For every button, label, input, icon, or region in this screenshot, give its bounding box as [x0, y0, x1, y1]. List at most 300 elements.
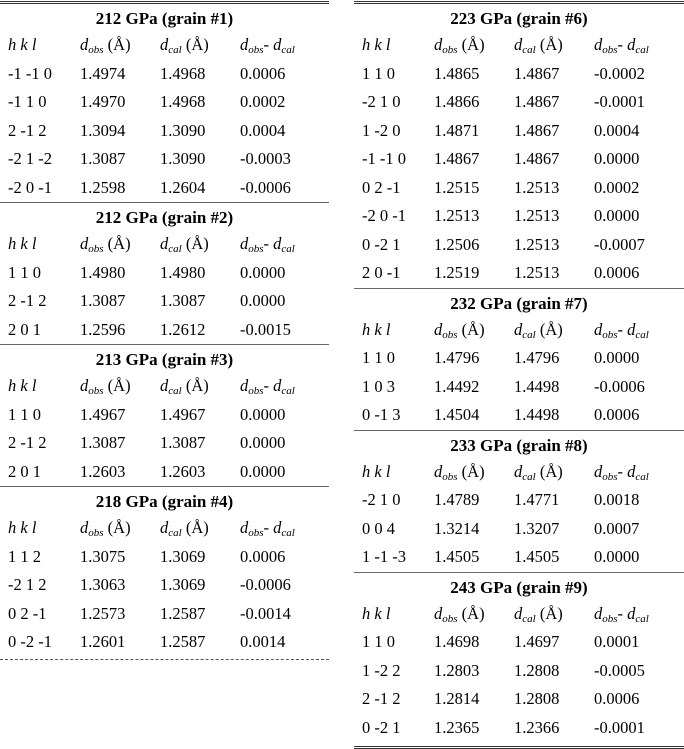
d-cal-cell: 1.4498	[514, 376, 560, 396]
obs-subscript: obs	[248, 527, 264, 540]
column-header-diff	[594, 320, 683, 340]
group-title: 213 GPa (grain #3)	[95, 350, 234, 369]
angstrom-unit: (Å)	[181, 518, 209, 538]
d-diff-cell: 0.0004	[594, 120, 640, 140]
table-row	[354, 685, 684, 714]
d-symbol: d	[160, 35, 169, 55]
column-header-hkl	[0, 518, 80, 538]
table-row	[0, 287, 329, 316]
obs-subscript: obs	[602, 470, 618, 483]
hkl-cell: 1 1 0	[8, 404, 41, 424]
angstrom-unit: (Å)	[457, 603, 485, 623]
d-diff-cell: 0.0006	[594, 263, 640, 283]
column-header-diff	[594, 462, 683, 482]
minus-sign: -	[263, 376, 274, 396]
group-title: 232 GPa (grain #7)	[450, 293, 588, 313]
d-symbol: d	[434, 603, 443, 623]
d-diff-cell: -0.0006	[240, 575, 291, 595]
d-cal-cell: 1.3069	[160, 546, 206, 566]
d-diff-cell: -0.0007	[594, 234, 645, 254]
angstrom-unit: (Å)	[103, 376, 131, 396]
d-obs-cell: 1.4974	[80, 63, 126, 83]
d-obs-cell: 1.4505	[434, 547, 480, 567]
d-symbol: d	[273, 35, 282, 55]
d-cal-cell: 1.2612	[160, 319, 206, 339]
d-cal-cell: 1.2603	[160, 461, 206, 481]
d-diff-cell: 0.0002	[240, 92, 286, 112]
column-header-diff	[240, 234, 329, 254]
d-cal-cell: 1.2587	[160, 632, 206, 652]
d-diff-cell: 0.0000	[240, 461, 286, 481]
obs-subscript: obs	[88, 385, 104, 398]
d-cal-cell: 1.4867	[514, 92, 560, 112]
cal-subscript: cal	[522, 470, 536, 483]
d-cal-cell: 1.4867	[514, 149, 560, 169]
d-symbol: d	[514, 461, 523, 481]
header-row	[0, 230, 329, 259]
obs-subscript: obs	[88, 44, 104, 57]
d-cal-cell: 1.2513	[514, 177, 560, 197]
d-cal-cell: 1.2513	[514, 263, 560, 283]
d-symbol: d	[627, 603, 636, 623]
d-diff-cell: -0.0005	[594, 660, 645, 680]
table-row	[0, 429, 329, 458]
table-row	[0, 259, 329, 288]
d-obs-cell: 1.3075	[80, 546, 126, 566]
d-symbol: d	[627, 35, 636, 55]
hkl-cell: 1 1 0	[362, 632, 395, 652]
hkl-cell: 0 -2 1	[362, 717, 401, 737]
table-row	[354, 88, 684, 117]
table-row	[354, 60, 684, 89]
hkl-cell: -1 -1 0	[362, 149, 406, 169]
hkl-cell: 2 0 1	[8, 319, 41, 339]
minus-sign: -	[263, 234, 274, 254]
d-obs-cell: 1.4866	[434, 92, 480, 112]
table-row	[354, 515, 684, 544]
d-obs-cell: 1.3087	[80, 149, 126, 169]
cal-subscript: cal	[281, 385, 295, 398]
hkl-cell: 2 -1 2	[8, 433, 47, 453]
d-cal-cell: 1.3207	[514, 518, 560, 538]
table-row	[0, 60, 329, 89]
hkl-cell: 0 2 -1	[362, 177, 401, 197]
d-obs-cell: 1.2814	[434, 689, 480, 709]
d-obs-cell: 1.2803	[434, 660, 480, 680]
hkl-label: h k l	[8, 234, 37, 254]
d-diff-cell: 0.0001	[594, 632, 640, 652]
d-obs-cell: 1.4967	[80, 404, 126, 424]
minus-sign: -	[617, 461, 628, 481]
hkl-cell: 0 2 -1	[8, 603, 47, 623]
hkl-label: h k l	[362, 461, 391, 481]
d-symbol: d	[514, 35, 523, 55]
table-row	[0, 145, 329, 174]
hkl-cell: 2 -1 2	[8, 120, 47, 140]
grain-group	[354, 288, 684, 430]
column-header-obs	[80, 376, 160, 396]
grain-group	[354, 4, 684, 288]
d-obs-cell: 1.4789	[434, 490, 480, 510]
header-row	[0, 372, 329, 401]
d-diff-cell: 0.0006	[594, 405, 640, 425]
hkl-label: h k l	[8, 35, 37, 55]
column-header-hkl	[354, 462, 434, 482]
d-diff-cell: 0.0000	[594, 149, 640, 169]
column-header-hkl	[0, 35, 80, 55]
cal-subscript: cal	[635, 470, 649, 483]
column-header-cal	[514, 320, 594, 340]
d-obs-cell: 1.4980	[80, 262, 126, 282]
left-groups	[0, 4, 329, 657]
d-cal-cell: 1.4498	[514, 405, 560, 425]
d-diff-cell: -0.0006	[594, 376, 645, 396]
column-header-obs	[80, 518, 160, 538]
d-symbol: d	[273, 376, 282, 396]
column-header-obs	[434, 462, 514, 482]
d-obs-cell: 1.4871	[434, 120, 480, 140]
group-title: 212 GPa (grain #1)	[95, 9, 234, 28]
d-obs-cell: 1.2601	[80, 632, 126, 652]
hkl-cell: -2 1 2	[8, 575, 47, 595]
d-obs-cell: 1.4865	[434, 63, 480, 83]
obs-subscript: obs	[248, 44, 264, 57]
d-symbol: d	[160, 518, 169, 538]
table-row	[0, 316, 329, 345]
d-symbol: d	[80, 35, 89, 55]
d-cal-cell: 1.4796	[514, 348, 560, 368]
column-header-diff	[594, 35, 683, 55]
cal-subscript: cal	[522, 328, 536, 341]
d-obs-cell: 1.3087	[80, 291, 126, 311]
d-cal-cell: 1.4968	[160, 92, 206, 112]
d-cal-cell: 1.4980	[160, 262, 206, 282]
column-header-diff	[240, 35, 329, 55]
cal-subscript: cal	[168, 527, 182, 540]
column-header-cal	[160, 234, 240, 254]
minus-sign: -	[263, 518, 274, 538]
d-cal-cell: 1.2513	[514, 234, 560, 254]
table-row	[0, 117, 329, 146]
cal-subscript: cal	[281, 527, 295, 540]
d-cal-cell: 1.2808	[514, 689, 560, 709]
obs-subscript: obs	[442, 44, 458, 57]
angstrom-unit: (Å)	[103, 35, 131, 55]
grain-group	[0, 202, 329, 344]
d-symbol: d	[627, 461, 636, 481]
d-cal-cell: 1.3090	[160, 120, 206, 140]
column-header-cal	[160, 35, 240, 55]
right-groups	[354, 4, 684, 742]
d-symbol: d	[594, 461, 603, 481]
header-row	[0, 514, 329, 543]
d-obs-cell: 1.2573	[80, 603, 126, 623]
d-obs-cell: 1.3063	[80, 575, 126, 595]
table-row	[354, 401, 684, 430]
d-symbol: d	[240, 234, 249, 254]
obs-subscript: obs	[602, 328, 618, 341]
d-cal-cell: 1.3087	[160, 291, 206, 311]
column-header-hkl	[0, 376, 80, 396]
group-title: 218 GPa (grain #4)	[95, 492, 234, 511]
table-row	[0, 88, 329, 117]
hkl-cell: 1 1 2	[8, 546, 41, 566]
d-diff-cell: -0.0001	[594, 92, 645, 112]
column-header-obs	[80, 35, 160, 55]
d-symbol: d	[80, 518, 89, 538]
hkl-cell: 2 0 -1	[362, 263, 401, 283]
bottom-rule	[0, 659, 329, 660]
d-diff-cell: 0.0014	[240, 632, 286, 652]
d-obs-cell: 1.4698	[434, 632, 480, 652]
hkl-cell: 0 -2 -1	[8, 632, 52, 652]
d-obs-cell: 1.2603	[80, 461, 126, 481]
group-title: 243 GPa (grain #9)	[450, 577, 588, 597]
table-row	[354, 543, 684, 572]
column-header-obs	[434, 35, 514, 55]
d-symbol: d	[594, 35, 603, 55]
grain-group	[354, 430, 684, 572]
angstrom-unit: (Å)	[181, 234, 209, 254]
d-cal-cell: 1.4867	[514, 120, 560, 140]
d-obs-cell: 1.4492	[434, 376, 480, 396]
d-cal-cell: 1.3087	[160, 433, 206, 453]
d-cal-cell: 1.4867	[514, 63, 560, 83]
d-diff-cell: 0.0000	[594, 348, 640, 368]
d-obs-cell: 1.4867	[434, 149, 480, 169]
column-header-hkl	[354, 604, 434, 624]
d-symbol: d	[160, 376, 169, 396]
d-diff-cell: -0.0014	[240, 603, 291, 623]
column-header-cal	[160, 376, 240, 396]
cal-subscript: cal	[522, 612, 536, 625]
hkl-label: h k l	[8, 518, 37, 538]
hkl-cell: -2 0 -1	[8, 177, 52, 197]
angstrom-unit: (Å)	[535, 603, 563, 623]
d-diff-cell: -0.0002	[594, 63, 645, 83]
cal-subscript: cal	[281, 44, 295, 57]
table-row	[354, 117, 684, 146]
d-symbol: d	[594, 603, 603, 623]
d-obs-cell: 1.2513	[434, 206, 480, 226]
hkl-cell: 1 0 3	[362, 376, 395, 396]
d-obs-cell: 1.2515	[434, 177, 480, 197]
hkl-cell: 1 -2 0	[362, 120, 401, 140]
d-symbol: d	[594, 319, 603, 339]
d-diff-cell: -0.0001	[594, 717, 645, 737]
table-row	[354, 145, 684, 174]
hkl-cell: -2 1 0	[362, 490, 401, 510]
column-header-diff	[240, 518, 329, 538]
d-obs-cell: 1.3214	[434, 518, 480, 538]
header-row	[354, 458, 684, 487]
table-row	[0, 458, 329, 487]
grain-group	[0, 4, 329, 202]
obs-subscript: obs	[248, 243, 264, 256]
column-header-obs	[434, 604, 514, 624]
d-diff-cell: -0.0006	[240, 177, 291, 197]
d-symbol: d	[434, 35, 443, 55]
angstrom-unit: (Å)	[181, 35, 209, 55]
cal-subscript: cal	[635, 612, 649, 625]
cal-subscript: cal	[522, 44, 536, 57]
column-header-hkl	[0, 234, 80, 254]
obs-subscript: obs	[88, 527, 104, 540]
obs-subscript: obs	[442, 612, 458, 625]
table-row	[0, 401, 329, 430]
hkl-cell: -2 1 0	[362, 92, 401, 112]
d-symbol: d	[160, 234, 169, 254]
cal-subscript: cal	[635, 328, 649, 341]
d-diff-cell: 0.0000	[594, 547, 640, 567]
d-cal-cell: 1.2604	[160, 177, 206, 197]
obs-subscript: obs	[442, 470, 458, 483]
cal-subscript: cal	[635, 44, 649, 57]
hkl-cell: 2 0 1	[8, 461, 41, 481]
column-header-cal	[160, 518, 240, 538]
obs-subscript: obs	[602, 612, 618, 625]
d-diff-cell: 0.0018	[594, 490, 640, 510]
table-row	[0, 628, 329, 657]
table-row	[354, 231, 684, 260]
d-symbol: d	[627, 319, 636, 339]
d-symbol: d	[514, 319, 523, 339]
hkl-label: h k l	[362, 319, 391, 339]
column-header-hkl	[354, 35, 434, 55]
grain-group	[0, 344, 329, 486]
header-row	[354, 600, 684, 629]
d-symbol: d	[434, 461, 443, 481]
group-title: 212 GPa (grain #2)	[95, 208, 234, 227]
hkl-cell: 1 1 0	[362, 348, 395, 368]
minus-sign: -	[617, 35, 628, 55]
d-diff-cell: 0.0006	[240, 63, 286, 83]
d-diff-cell: -0.0003	[240, 149, 291, 169]
hkl-cell: 1 -2 2	[362, 660, 401, 680]
obs-subscript: obs	[248, 385, 264, 398]
cal-subscript: cal	[168, 385, 182, 398]
d-diff-cell: 0.0000	[594, 206, 640, 226]
d-obs-cell: 1.3094	[80, 120, 126, 140]
d-cal-cell: 1.4697	[514, 632, 560, 652]
angstrom-unit: (Å)	[535, 319, 563, 339]
minus-sign: -	[617, 319, 628, 339]
angstrom-unit: (Å)	[103, 518, 131, 538]
d-obs-cell: 1.3087	[80, 433, 126, 453]
hkl-cell: 1 1 0	[8, 262, 41, 282]
table-row	[354, 714, 684, 743]
d-diff-cell: 0.0006	[240, 546, 286, 566]
d-diff-cell: 0.0007	[594, 518, 640, 538]
table-row	[354, 486, 684, 515]
hkl-label: h k l	[362, 35, 391, 55]
column-header-diff	[240, 376, 329, 396]
d-obs-cell: 1.4504	[434, 405, 480, 425]
d-symbol: d	[80, 376, 89, 396]
d-cal-cell: 1.4967	[160, 404, 206, 424]
d-obs-cell: 1.2365	[434, 717, 480, 737]
d-cal-cell: 1.3090	[160, 149, 206, 169]
hkl-cell: 1 -1 -3	[362, 547, 406, 567]
cal-subscript: cal	[168, 243, 182, 256]
header-row	[0, 31, 329, 60]
d-cal-cell: 1.2366	[514, 717, 560, 737]
d-cal-cell: 1.2808	[514, 660, 560, 680]
group-title: 233 GPa (grain #8)	[450, 435, 588, 455]
d-symbol: d	[273, 518, 282, 538]
d-symbol: d	[273, 234, 282, 254]
d-symbol: d	[514, 603, 523, 623]
column-header-diff	[594, 604, 683, 624]
header-row	[354, 316, 684, 345]
d-symbol: d	[240, 376, 249, 396]
cal-subscript: cal	[168, 44, 182, 57]
table-row	[354, 202, 684, 231]
hkl-cell: 0 -2 1	[362, 234, 401, 254]
angstrom-unit: (Å)	[103, 234, 131, 254]
grain-group	[354, 572, 684, 743]
table-row	[354, 657, 684, 686]
table-row	[0, 571, 329, 600]
d-cal-cell: 1.2587	[160, 603, 206, 623]
d-symbol: d	[240, 518, 249, 538]
d-diff-cell: 0.0000	[240, 262, 286, 282]
d-diff-cell: 0.0002	[594, 177, 640, 197]
d-cal-cell: 1.2513	[514, 206, 560, 226]
d-obs-cell: 1.2519	[434, 263, 480, 283]
hkl-cell: -2 1 -2	[8, 149, 52, 169]
d-obs-cell: 1.4970	[80, 92, 126, 112]
angstrom-unit: (Å)	[457, 35, 485, 55]
table-row	[354, 259, 684, 288]
hkl-cell: -1 1 0	[8, 92, 47, 112]
cal-subscript: cal	[281, 243, 295, 256]
table-row	[354, 373, 684, 402]
obs-subscript: obs	[88, 243, 104, 256]
obs-subscript: obs	[602, 44, 618, 57]
table-row	[0, 543, 329, 572]
column-header-obs	[434, 320, 514, 340]
d-cal-cell: 1.4771	[514, 490, 560, 510]
table-row	[354, 174, 684, 203]
column-header-cal	[514, 35, 594, 55]
d-diff-cell: 0.0000	[240, 291, 286, 311]
d-cal-cell: 1.3069	[160, 575, 206, 595]
d-diff-cell: 0.0004	[240, 120, 286, 140]
obs-subscript: obs	[442, 328, 458, 341]
d-obs-cell: 1.2506	[434, 234, 480, 254]
table-row	[354, 344, 684, 373]
d-symbol: d	[434, 319, 443, 339]
hkl-label: h k l	[8, 376, 37, 396]
column-header-hkl	[354, 320, 434, 340]
d-symbol: d	[240, 35, 249, 55]
d-obs-cell: 1.4796	[434, 348, 480, 368]
angstrom-unit: (Å)	[457, 319, 485, 339]
hkl-cell: -1 -1 0	[8, 63, 52, 83]
grain-group	[0, 486, 329, 657]
angstrom-unit: (Å)	[181, 376, 209, 396]
table-row	[0, 174, 329, 203]
header-row	[354, 31, 684, 60]
angstrom-unit: (Å)	[535, 35, 563, 55]
angstrom-unit: (Å)	[457, 461, 485, 481]
d-diff-cell: 0.0000	[240, 433, 286, 453]
d-diff-cell: 0.0006	[594, 689, 640, 709]
column-header-cal	[514, 462, 594, 482]
hkl-cell: -2 0 -1	[362, 206, 406, 226]
d-diff-cell: 0.0000	[240, 404, 286, 424]
